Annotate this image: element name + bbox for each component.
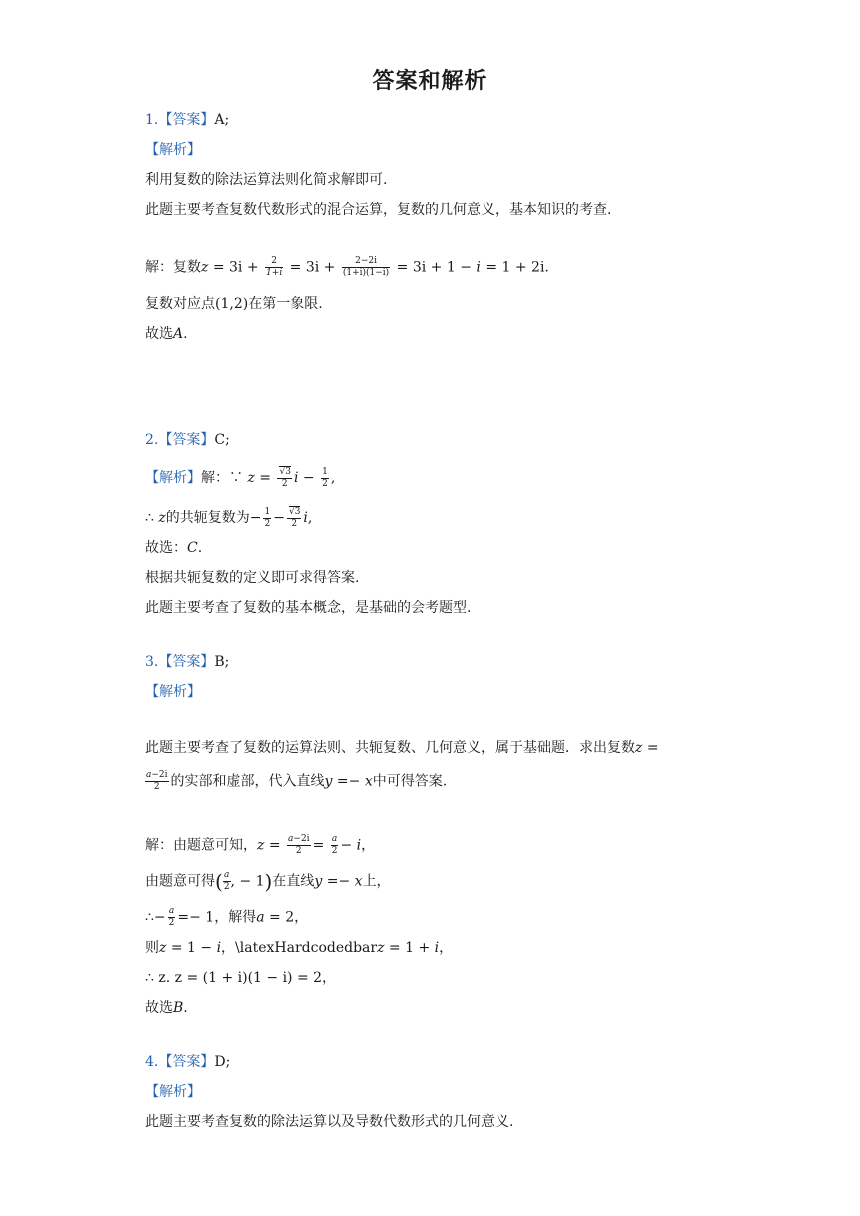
q2-frac-1-2: $\frac{1}{2}$ xyxy=(322,466,328,489)
q1-frac1: $\frac{2}{1+i}$ xyxy=(266,256,283,278)
q4-analysis-label: 【解析】 xyxy=(145,1084,201,1100)
q2-choose: 故选：C. xyxy=(145,540,203,556)
q1-answer-label: 【答案】 xyxy=(158,112,215,128)
q4-answer-line: 4.【答案】D; xyxy=(145,1054,231,1070)
q3-sol5: ∴ z. z = (1 + i)(1 − i) = 2， xyxy=(145,970,337,986)
q3-choose: 故选B. xyxy=(145,1000,188,1016)
q4-text1: 此题主要考查复数的除法运算以及导数代数形式的几何意义. xyxy=(145,1114,514,1130)
q2-solution: 【解析】解：∵ z = $\frac{√3}{2}$ i − $\frac{1}{2}$ , xyxy=(145,466,336,489)
q1-solution: 解：复数z = 3i + $\frac{2}{1+i}$ = 3i + $\frac{2-2i}{(1+i)(1-i)}$ = 3i + 1 − i = 1 + 2i. xyxy=(145,256,549,278)
q1-number: 1. xyxy=(145,112,159,128)
q1-text1: 利用复数的除法运算法则化简求解即可. xyxy=(145,172,388,188)
q1-text2: 此题主要考查复数代数形式的混合运算，复数的几何意义，基本知识的考查. xyxy=(145,202,612,218)
q1-answer: A; xyxy=(214,112,230,128)
q2-text1: 根据共轭复数的定义即可求得答案. xyxy=(145,570,360,586)
q1-frac2: $\frac{2-2i}{(1+i)(1-i)}$ xyxy=(342,256,390,278)
q2-text2: 此题主要考查了复数的基本概念，是基础的会考题型. xyxy=(145,600,472,616)
q1-sol-eq1: = 3i + xyxy=(212,259,259,276)
q3-sol2: 由题意可得( $\frac{a}{2}$ , − 1)在直线y =− x上， xyxy=(145,869,391,894)
q2-conjugate: ∴ z的共轭复数为− $\frac{1}{2}$ − $\frac{√3}{2}$ i, xyxy=(145,506,313,529)
q1-point: 复数对应点(1,2)在第一象限. xyxy=(145,296,323,312)
page-title: 答案和解析 xyxy=(372,69,488,94)
q3-sol1: 解：由题意可知，z = $\frac{a-2i}{2}$ = $\frac{a}{2}$ − i， xyxy=(145,834,376,856)
q1-sol-prefix: 解：复数 xyxy=(145,259,201,276)
var-z: z xyxy=(201,259,209,276)
q2-answer-line: 2.【答案】C; xyxy=(145,432,230,448)
q3-sol3: ∴− $\frac{a}{2}$ =− 1，解得a = 2， xyxy=(145,906,309,928)
q1-sol-eq2: = 3i + xyxy=(289,259,336,276)
q3-analysis-label: 【解析】 xyxy=(145,684,201,700)
q1-analysis-label: 【解析】 xyxy=(145,142,201,158)
q2-frac-sqrt3-2: $\frac{√3}{2}$ xyxy=(279,467,291,489)
q1-answer-line xyxy=(145,110,229,130)
q3-answer-line: 3.【答案】B; xyxy=(145,654,230,670)
q1-sol-eq4: = 1 + 2i. xyxy=(480,259,549,276)
q3-text1: 此题主要考查了复数的运算法则、共轭复数、几何意义，属于基础题．求出复数z = xyxy=(145,740,659,756)
q1-choose: 故选A. xyxy=(145,326,188,342)
q3-text2: $\frac{a-2i}{2}$ 的实部和虚部，代入直线y =− x中可得答案. xyxy=(146,770,448,792)
q1-sol-eq3: = 3i + 1 − xyxy=(396,259,477,276)
q3-sol4: 则z = 1 − i，\latexHardcodedbarz = 1 + i， xyxy=(145,940,454,956)
